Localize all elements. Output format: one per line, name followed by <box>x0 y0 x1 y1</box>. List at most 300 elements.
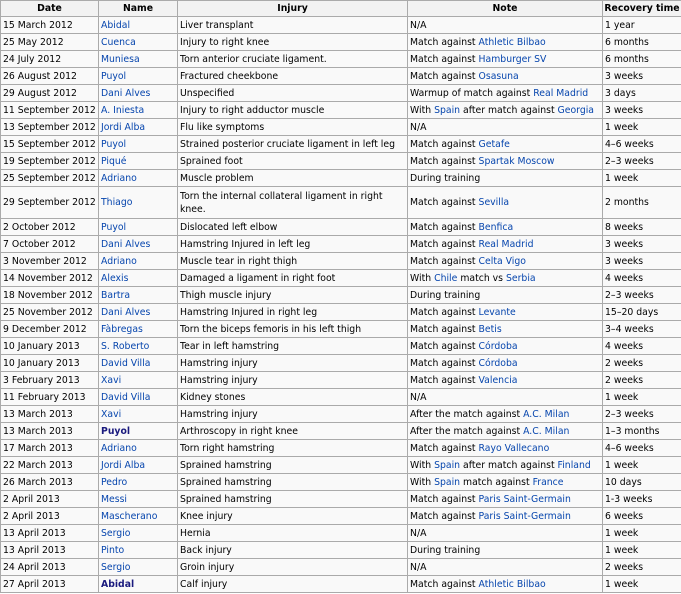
cell-injury: Sprained hamstring <box>178 491 408 508</box>
note-text: N/A <box>410 561 427 573</box>
table-row <box>1 236 681 253</box>
table-row <box>1 170 681 187</box>
cell-name <box>99 85 178 102</box>
cell-injury: Muscle tear in right thigh <box>178 253 408 270</box>
player-link[interactable]: Puyol <box>101 138 127 150</box>
player-link[interactable]: A. Iniesta <box>101 104 145 116</box>
player-link[interactable]: Cuenca <box>101 36 136 48</box>
cell-name <box>99 253 178 270</box>
note-text: Match against <box>410 357 479 369</box>
cell-note <box>408 389 603 406</box>
table-row <box>1 270 681 287</box>
cell-recovery: 6 months <box>603 34 681 51</box>
cell-injury: Tear in left hamstring <box>178 338 408 355</box>
cell-date: 24 July 2012 <box>1 51 99 68</box>
cell-injury: Strained posterior cruciate ligament in left leg <box>178 136 408 153</box>
cell-injury: Damaged a ligament in right foot <box>178 270 408 287</box>
cell-date: 25 September 2012 <box>1 170 99 187</box>
cell-injury: Calf injury <box>178 576 408 593</box>
cell-name <box>99 508 178 525</box>
cell-note <box>408 406 603 423</box>
note-link[interactable]: Real Madrid <box>478 238 534 250</box>
cell-recovery: 2 weeks <box>603 372 681 389</box>
cell-note <box>408 187 603 219</box>
cell-name <box>99 136 178 153</box>
table-row <box>1 287 681 304</box>
note-link[interactable]: Celta Vigo <box>478 255 526 267</box>
player-link[interactable]: Xavi <box>101 408 122 420</box>
table-row <box>1 372 681 389</box>
cell-recovery: 2–3 weeks <box>603 153 681 170</box>
cell-recovery: 3 weeks <box>603 102 681 119</box>
note-text: Match against <box>410 255 479 267</box>
note-text: With <box>410 459 435 471</box>
cell-recovery: 6 weeks <box>603 508 681 525</box>
cell-note <box>408 219 603 236</box>
cell-name <box>99 576 178 593</box>
player-link[interactable]: Fàbregas <box>101 323 143 335</box>
cell-injury: Injury to right adductor muscle <box>178 102 408 119</box>
player-link[interactable]: Xavi <box>101 374 122 386</box>
player-link[interactable]: Jordi Alba <box>101 121 146 133</box>
cell-recovery: 4–6 weeks <box>603 136 681 153</box>
note-text: After the match against <box>410 408 524 420</box>
note-link[interactable]: Córdoba <box>478 340 518 352</box>
header-recovery[interactable]: Recovery time <box>603 1 681 17</box>
cell-injury: Muscle problem <box>178 170 408 187</box>
cell-name <box>99 491 178 508</box>
note-text: after match against <box>460 459 558 471</box>
note-text: Match against <box>410 510 479 522</box>
table-row <box>1 338 681 355</box>
note-text: Match against <box>410 493 479 505</box>
cell-note <box>408 153 603 170</box>
cell-note <box>408 68 603 85</box>
cell-recovery: 10 days <box>603 474 681 491</box>
cell-name <box>99 542 178 559</box>
cell-injury: Torn the biceps femoris in his left thigh <box>178 321 408 338</box>
cell-note <box>408 51 603 68</box>
cell-recovery: 1 year <box>603 17 681 34</box>
cell-note <box>408 355 603 372</box>
note-link[interactable]: Osasuna <box>478 70 519 82</box>
note-text: During training <box>410 544 481 556</box>
cell-injury: Fractured cheekbone <box>178 68 408 85</box>
note-link[interactable]: Athletic Bilbao <box>478 36 546 48</box>
player-link[interactable]: David Villa <box>101 391 151 403</box>
cell-date: 2 October 2012 <box>1 219 99 236</box>
note-link[interactable]: Spain <box>434 459 461 471</box>
note-link[interactable]: Georgia <box>557 104 594 116</box>
cell-date: 10 January 2013 <box>1 338 99 355</box>
player-link[interactable]: Puyol <box>101 221 127 233</box>
note-text: Match against <box>410 323 479 335</box>
note-link[interactable]: Spain <box>434 476 461 488</box>
cell-recovery: 3 days <box>603 85 681 102</box>
player-link[interactable]: Sergio <box>101 527 131 539</box>
cell-note <box>408 457 603 474</box>
table-row <box>1 187 681 219</box>
player-link[interactable]: David Villa <box>101 357 151 369</box>
cell-name <box>99 338 178 355</box>
note-text: Match against <box>410 70 479 82</box>
table-row <box>1 355 681 372</box>
table-row <box>1 576 681 593</box>
note-link[interactable]: Benfica <box>478 221 514 233</box>
cell-note <box>408 508 603 525</box>
note-link[interactable]: Getafe <box>478 138 510 150</box>
cell-name <box>99 525 178 542</box>
cell-note <box>408 491 603 508</box>
cell-name <box>99 270 178 287</box>
note-text: after match against <box>460 104 558 116</box>
note-text: Match against <box>410 374 479 386</box>
cell-recovery: 4 weeks <box>603 270 681 287</box>
cell-note <box>408 102 603 119</box>
cell-recovery: 1 week <box>603 542 681 559</box>
cell-recovery: 1 week <box>603 119 681 136</box>
note-text: Match against <box>410 442 479 454</box>
cell-date: 3 November 2012 <box>1 253 99 270</box>
table-row <box>1 102 681 119</box>
note-text: During training <box>410 289 481 301</box>
cell-note <box>408 34 603 51</box>
player-link[interactable]: Adriano <box>101 255 137 267</box>
note-text: Match against <box>410 36 479 48</box>
cell-date: 24 April 2013 <box>1 559 99 576</box>
cell-note <box>408 17 603 34</box>
cell-date: 15 March 2012 <box>1 17 99 34</box>
cell-recovery: 6 months <box>603 51 681 68</box>
note-text: Warmup of match against <box>410 87 534 99</box>
cell-name <box>99 34 178 51</box>
cell-recovery: 2–3 weeks <box>603 406 681 423</box>
note-link[interactable]: Athletic Bilbao <box>478 578 546 590</box>
note-link[interactable]: Valencia <box>478 374 518 386</box>
table-row <box>1 153 681 170</box>
table-row <box>1 253 681 270</box>
player-link[interactable]: Muniesa <box>101 53 140 65</box>
player-link[interactable]: Abidal <box>101 19 131 31</box>
cell-note <box>408 559 603 576</box>
table-row <box>1 17 681 34</box>
note-text: Match against <box>410 197 479 208</box>
table-row <box>1 304 681 321</box>
note-link[interactable]: Spain <box>434 104 461 116</box>
cell-name <box>99 236 178 253</box>
cell-name <box>99 474 178 491</box>
cell-injury: Hamstring Injured in left leg <box>178 236 408 253</box>
cell-name <box>99 321 178 338</box>
note-text: Match against <box>410 340 479 352</box>
cell-injury: Hamstring injury <box>178 355 408 372</box>
cell-injury: Sprained hamstring <box>178 457 408 474</box>
cell-injury: Torn anterior cruciate ligament. <box>178 51 408 68</box>
cell-date: 27 April 2013 <box>1 576 99 593</box>
cell-injury: Arthroscopy in right knee <box>178 423 408 440</box>
table-row <box>1 542 681 559</box>
cell-date: 22 March 2013 <box>1 457 99 474</box>
cell-date: 29 September 2012 <box>1 187 99 219</box>
cell-recovery: 15–20 days <box>603 304 681 321</box>
cell-injury: Torn right hamstring <box>178 440 408 457</box>
cell-recovery: 2 weeks <box>603 559 681 576</box>
cell-date: 13 September 2012 <box>1 119 99 136</box>
cell-name <box>99 423 178 440</box>
cell-date: 15 September 2012 <box>1 136 99 153</box>
cell-date: 2 April 2013 <box>1 491 99 508</box>
cell-recovery: 1–3 months <box>603 423 681 440</box>
table-row <box>1 406 681 423</box>
cell-date: 13 April 2013 <box>1 525 99 542</box>
cell-recovery: 1 week <box>603 576 681 593</box>
note-text: match against <box>460 476 533 488</box>
cell-name <box>99 372 178 389</box>
cell-injury: Knee injury <box>178 508 408 525</box>
note-link[interactable]: A.C. Milan <box>523 408 570 420</box>
cell-note <box>408 321 603 338</box>
player-link[interactable]: Dani Alves <box>101 238 151 250</box>
note-link[interactable]: Chile <box>434 272 458 284</box>
cell-note <box>408 287 603 304</box>
player-link[interactable]: Piqué <box>101 155 127 167</box>
cell-name <box>99 51 178 68</box>
header-date[interactable]: Date <box>1 1 99 17</box>
player-link[interactable]: Adriano <box>101 442 137 454</box>
cell-note <box>408 236 603 253</box>
cell-date: 2 April 2013 <box>1 508 99 525</box>
note-text: After the match against <box>410 425 524 437</box>
note-link[interactable]: Serbia <box>505 272 536 284</box>
cell-name <box>99 17 178 34</box>
table-row <box>1 85 681 102</box>
header-note[interactable]: Note <box>408 1 603 17</box>
table-row <box>1 525 681 542</box>
table-row <box>1 219 681 236</box>
note-link[interactable]: Hamburger SV <box>478 53 547 65</box>
cell-date: 13 March 2013 <box>1 423 99 440</box>
table-row <box>1 423 681 440</box>
cell-recovery: 3 weeks <box>603 68 681 85</box>
cell-name <box>99 170 178 187</box>
cell-note <box>408 119 603 136</box>
cell-note <box>408 253 603 270</box>
cell-date: 13 April 2013 <box>1 542 99 559</box>
cell-injury: Hamstring injury <box>178 406 408 423</box>
cell-recovery: 4 weeks <box>603 338 681 355</box>
player-link[interactable]: Puyol <box>101 425 131 437</box>
cell-date: 26 August 2012 <box>1 68 99 85</box>
cell-recovery: 3–4 weeks <box>603 321 681 338</box>
cell-name <box>99 457 178 474</box>
player-link[interactable]: Dani Alves <box>101 306 151 318</box>
table-body <box>1 17 681 593</box>
cell-name <box>99 304 178 321</box>
cell-date: 3 February 2013 <box>1 372 99 389</box>
cell-date: 17 March 2013 <box>1 440 99 457</box>
note-text: match vs <box>457 272 506 284</box>
cell-recovery: 2 months <box>603 187 681 219</box>
player-link[interactable]: Mascherano <box>101 510 158 522</box>
cell-injury: Flu like symptoms <box>178 119 408 136</box>
note-link[interactable]: Paris Saint-Germain <box>478 493 571 505</box>
player-link[interactable]: Abidal <box>101 578 135 590</box>
cell-injury: Back injury <box>178 542 408 559</box>
cell-injury: Sprained foot <box>178 153 408 170</box>
note-link[interactable]: France <box>532 476 564 488</box>
header-injury[interactable]: Injury <box>178 1 408 17</box>
player-link[interactable]: Pinto <box>101 544 125 556</box>
cell-recovery: 4–6 weeks <box>603 440 681 457</box>
cell-recovery: 1 week <box>603 457 681 474</box>
cell-date: 29 August 2012 <box>1 85 99 102</box>
cell-date: 25 November 2012 <box>1 304 99 321</box>
note-text: N/A <box>410 19 427 31</box>
table-row <box>1 321 681 338</box>
cell-injury: Kidney stones <box>178 389 408 406</box>
note-link[interactable]: Paris Saint-Germain <box>478 510 571 522</box>
note-text: Match against <box>410 53 479 65</box>
cell-note <box>408 542 603 559</box>
cell-injury: Sprained hamstring <box>178 474 408 491</box>
player-link[interactable]: Messi <box>101 493 128 505</box>
table-row <box>1 119 681 136</box>
cell-name <box>99 68 178 85</box>
cell-name <box>99 287 178 304</box>
note-text: With <box>410 272 435 284</box>
note-text: Match against <box>410 238 479 250</box>
cell-injury: Torn the internal collateral ligament in right knee. <box>178 187 408 219</box>
cell-injury: Hamstring injury <box>178 372 408 389</box>
cell-note <box>408 338 603 355</box>
table-row <box>1 68 681 85</box>
cell-name <box>99 406 178 423</box>
cell-name <box>99 187 178 219</box>
note-link[interactable]: A.C. Milan <box>523 425 570 437</box>
cell-injury: Dislocated left elbow <box>178 219 408 236</box>
cell-recovery: 2 weeks <box>603 355 681 372</box>
player-link[interactable]: Puyol <box>101 70 127 82</box>
note-link[interactable]: Spartak Moscow <box>478 155 555 167</box>
cell-note <box>408 474 603 491</box>
cell-recovery: 3 weeks <box>603 236 681 253</box>
cell-name <box>99 102 178 119</box>
note-text: With <box>410 476 435 488</box>
note-text: Match against <box>410 306 479 318</box>
note-text: N/A <box>410 391 427 403</box>
cell-injury: Hamstring Injured in right leg <box>178 304 408 321</box>
cell-note <box>408 576 603 593</box>
table-row <box>1 508 681 525</box>
cell-note <box>408 372 603 389</box>
note-text: With <box>410 104 435 116</box>
note-text: Match against <box>410 138 479 150</box>
table-row <box>1 491 681 508</box>
cell-date: 25 May 2012 <box>1 34 99 51</box>
cell-date: 14 November 2012 <box>1 270 99 287</box>
note-link[interactable]: Rayo Vallecano <box>478 442 550 454</box>
cell-name <box>99 219 178 236</box>
player-link[interactable]: Sergio <box>101 561 131 573</box>
note-text: During training <box>410 172 481 184</box>
player-link[interactable]: S. Roberto <box>101 340 150 352</box>
cell-note <box>408 270 603 287</box>
table-row <box>1 457 681 474</box>
cell-injury: Injury to right knee <box>178 34 408 51</box>
cell-date: 19 September 2012 <box>1 153 99 170</box>
note-link[interactable]: Finland <box>557 459 591 471</box>
cell-note <box>408 304 603 321</box>
cell-name <box>99 119 178 136</box>
table-row <box>1 440 681 457</box>
cell-note <box>408 525 603 542</box>
cell-injury: Liver transplant <box>178 17 408 34</box>
note-link[interactable]: Córdoba <box>478 357 518 369</box>
player-link[interactable]: Thiago <box>101 197 133 208</box>
cell-note <box>408 423 603 440</box>
cell-name <box>99 559 178 576</box>
cell-name <box>99 355 178 372</box>
table-row <box>1 474 681 491</box>
cell-note <box>408 136 603 153</box>
cell-recovery: 1-3 weeks <box>603 491 681 508</box>
table-row <box>1 389 681 406</box>
player-link[interactable]: Bartra <box>101 289 131 301</box>
cell-recovery: 8 weeks <box>603 219 681 236</box>
cell-injury: Thigh muscle injury <box>178 287 408 304</box>
player-link[interactable]: Jordi Alba <box>101 459 146 471</box>
cell-name <box>99 440 178 457</box>
note-text: N/A <box>410 121 427 133</box>
cell-name <box>99 153 178 170</box>
table-row <box>1 559 681 576</box>
table-row <box>1 136 681 153</box>
cell-date: 18 November 2012 <box>1 287 99 304</box>
note-link[interactable]: Sevilla <box>478 197 510 208</box>
cell-date: 7 October 2012 <box>1 236 99 253</box>
cell-recovery: 1 week <box>603 389 681 406</box>
note-link[interactable]: Real Madrid <box>533 87 589 99</box>
player-link[interactable]: Alexis <box>101 272 129 284</box>
cell-recovery: 1 week <box>603 170 681 187</box>
note-text: Match against <box>410 155 479 167</box>
cell-recovery: 2–3 weeks <box>603 287 681 304</box>
cell-date: 9 December 2012 <box>1 321 99 338</box>
note-text: Match against <box>410 221 479 233</box>
cell-date: 11 February 2013 <box>1 389 99 406</box>
cell-recovery: 3 weeks <box>603 253 681 270</box>
player-link[interactable]: Pedro <box>101 476 128 488</box>
cell-injury: Unspecified <box>178 85 408 102</box>
cell-note <box>408 85 603 102</box>
player-link[interactable]: Dani Alves <box>101 87 151 99</box>
table-row <box>1 51 681 68</box>
note-text: Match against <box>410 578 479 590</box>
cell-injury: Hernia <box>178 525 408 542</box>
table-row <box>1 34 681 51</box>
cell-injury: Groin injury <box>178 559 408 576</box>
cell-date: 11 September 2012 <box>1 102 99 119</box>
note-link[interactable]: Levante <box>478 306 516 318</box>
header-row <box>1 1 681 17</box>
note-link[interactable]: Betis <box>478 323 502 335</box>
cell-date: 26 March 2013 <box>1 474 99 491</box>
cell-note <box>408 440 603 457</box>
header-name[interactable]: Name <box>99 1 178 17</box>
cell-recovery: 1 week <box>603 525 681 542</box>
cell-date: 13 March 2013 <box>1 406 99 423</box>
player-link[interactable]: Adriano <box>101 172 137 184</box>
